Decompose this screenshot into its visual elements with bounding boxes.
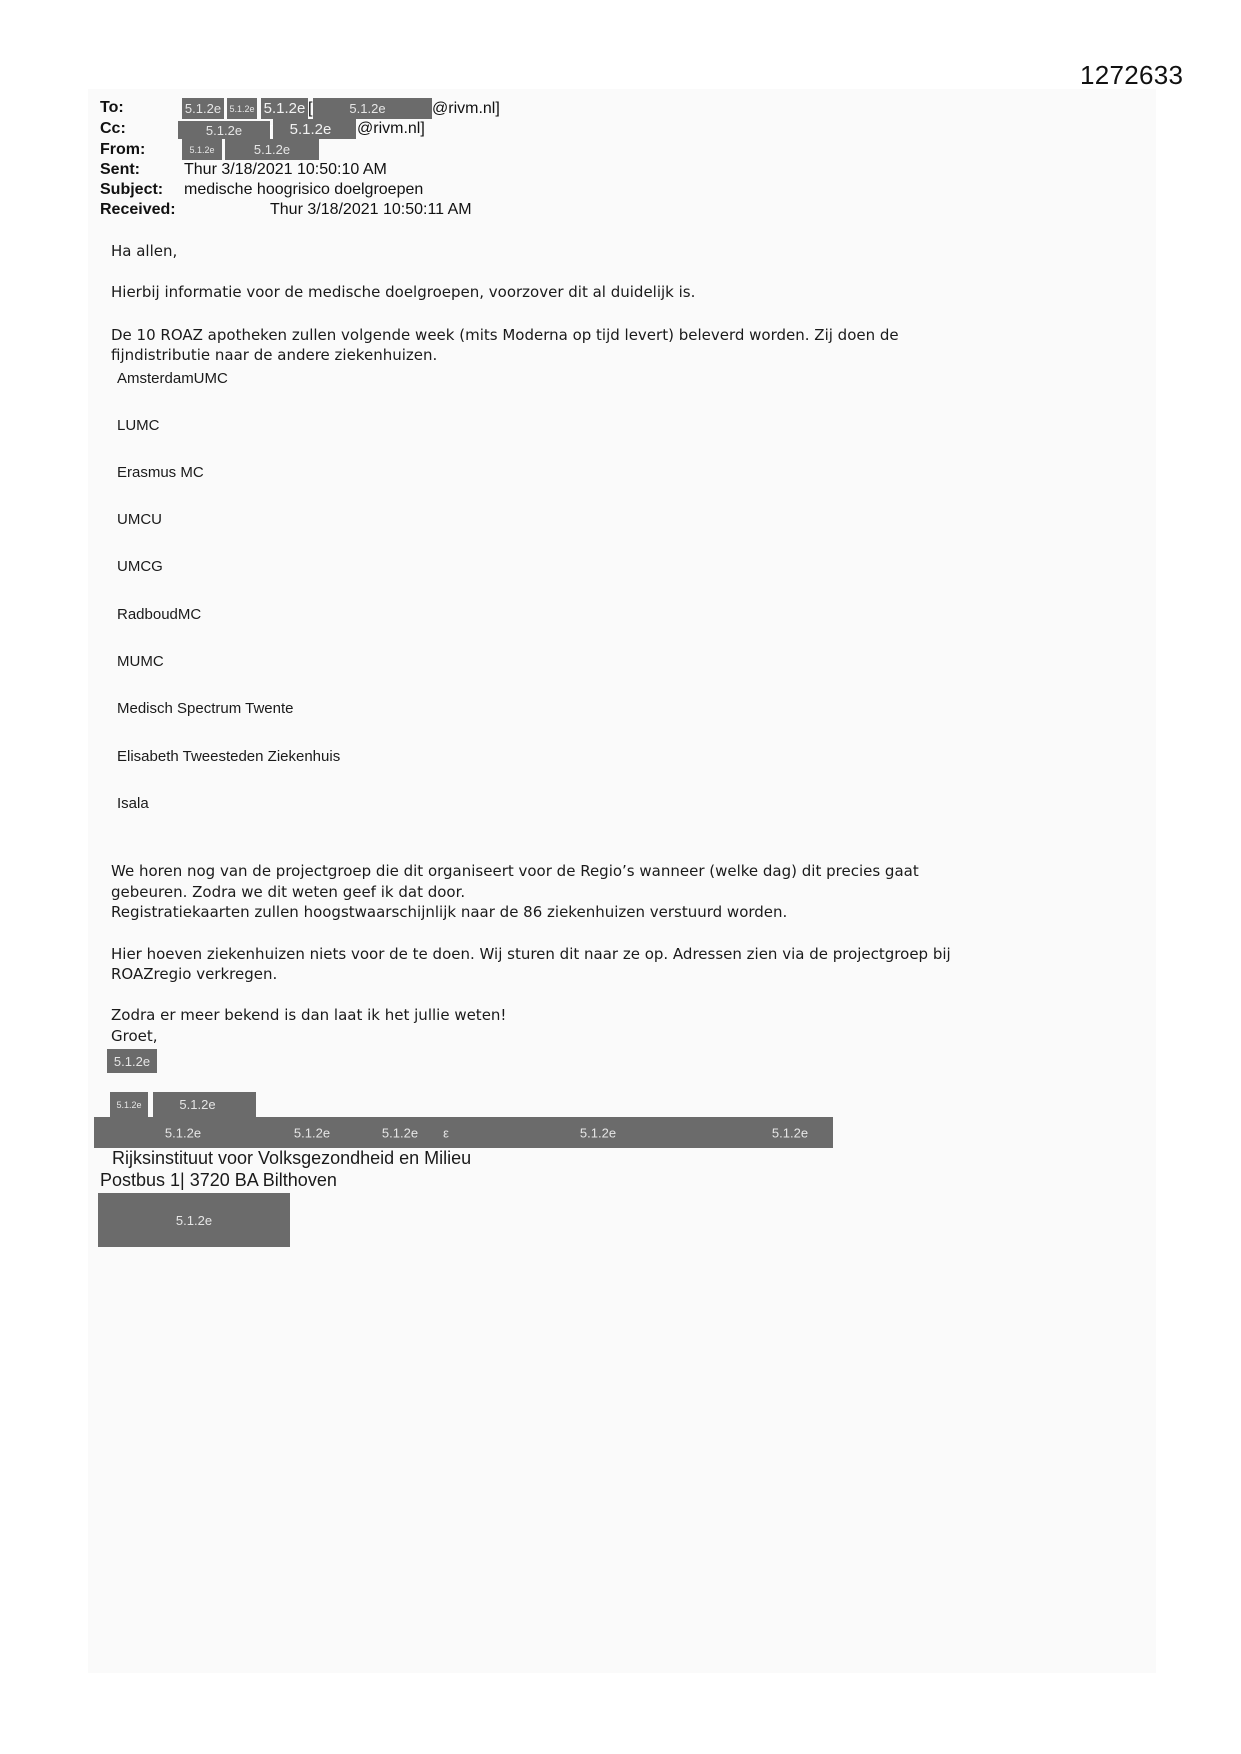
- signature-redaction-bar: 5.1.2e 5.1.2e 5.1.2e ε 5.1.2e 5.1.2e: [94, 1117, 833, 1148]
- postal-address: Postbus 1| 3720 BA Bilthoven: [100, 1170, 337, 1190]
- cc-email-domain: @rivm.nl]: [357, 120, 425, 137]
- to-redaction-1: 5.1.2e: [182, 98, 224, 119]
- to-redaction-4: 5.1.2e: [313, 98, 432, 119]
- hospital-list-item: Elisabeth Tweesteden Ziekenhuis: [117, 748, 341, 765]
- paragraph-3-line-1: Hier hoeven ziekenhuizen niets voor de te doen. Wij sturen dit naar ze op. Adressen zien via de projectgroep bij: [111, 945, 951, 963]
- to-open-bracket: [: [308, 100, 313, 117]
- received-label: Received:: [100, 201, 176, 218]
- greeting: Ha allen,: [111, 242, 178, 260]
- subject-value: medische hoogrisico doelgroepen: [184, 181, 424, 198]
- sent-value: Thur 3/18/2021 10:50:10 AM: [184, 161, 387, 178]
- sign-off: Groet,: [111, 1027, 158, 1045]
- to-label: To:: [100, 99, 124, 116]
- signature-redaction-small: 5.1.2e: [110, 1092, 148, 1117]
- hospital-list-item: AmsterdamUMC: [117, 370, 228, 387]
- document-number: 1272633: [1080, 60, 1184, 90]
- paragraph-3-line-2: ROAZregio verkregen.: [111, 965, 278, 983]
- hospital-list-item: RadboudMC: [117, 606, 202, 623]
- hospital-list-item: UMCU: [117, 511, 162, 528]
- sender-name-redaction: 5.1.2e: [107, 1049, 157, 1073]
- hospital-list-item: MUMC: [117, 653, 164, 670]
- hospital-list-item: Medisch Spectrum Twente: [117, 700, 294, 717]
- sent-label: Sent:: [100, 161, 140, 178]
- intro-paragraph: Hierbij informatie voor de medische doelgroepen, voorzover dit al duidelijk is.: [111, 283, 696, 301]
- to-redaction-3: 5.1.2e: [261, 98, 308, 119]
- closing-line: Zodra er meer bekend is dan laat ik het jullie weten!: [111, 1006, 507, 1024]
- to-email-domain: @rivm.nl]: [432, 100, 500, 117]
- cc-label: Cc:: [100, 120, 126, 137]
- cc-open-bracket: [: [269, 122, 273, 138]
- cc-redaction-1: 5.1.2e: [178, 121, 270, 139]
- subject-label: Subject:: [100, 181, 164, 198]
- signature-redaction-title: 5.1.2e: [153, 1092, 256, 1117]
- paragraph-2-line-2: gebeuren. Zodra we dit weten geef ik dat door.: [111, 883, 466, 901]
- paragraph-2-line-3: Registratiekaarten zullen hoogstwaarschijnlijk naar de 86 ziekenhuizen verstuurd worden.: [111, 903, 788, 921]
- hospital-list-item: UMCG: [117, 558, 163, 575]
- organization-name: Rijksinstituut voor Volksgezondheid en Milieu: [112, 1148, 472, 1168]
- from-redaction-2: 5.1.2e: [225, 139, 319, 160]
- hospital-list-item: LUMC: [117, 417, 160, 434]
- from-label: From:: [100, 141, 146, 158]
- cc-redaction-2: 5.1.2e: [273, 119, 356, 139]
- paragraph-1-line-2: fijndistributie naar de andere ziekenhuizen.: [111, 346, 438, 364]
- paragraph-1-line-1: De 10 ROAZ apotheken zullen volgende week (mits Moderna op tijd levert) beleverd worden. Zij doen de: [111, 326, 899, 344]
- from-redaction-1: 5.1.2e: [182, 139, 222, 160]
- signature-redaction-contact: 5.1.2e: [98, 1193, 290, 1247]
- hospital-list-item: Isala: [117, 795, 149, 812]
- to-redaction-2: 5.1.2e: [227, 98, 257, 119]
- received-value: Thur 3/18/2021 10:50:11 AM: [270, 201, 472, 218]
- hospital-list-item: Erasmus MC: [117, 464, 204, 481]
- paragraph-2-line-1: We horen nog van de projectgroep die dit organiseert voor de Regio’s wanneer (welke dag) dit precies gaat: [111, 862, 919, 880]
